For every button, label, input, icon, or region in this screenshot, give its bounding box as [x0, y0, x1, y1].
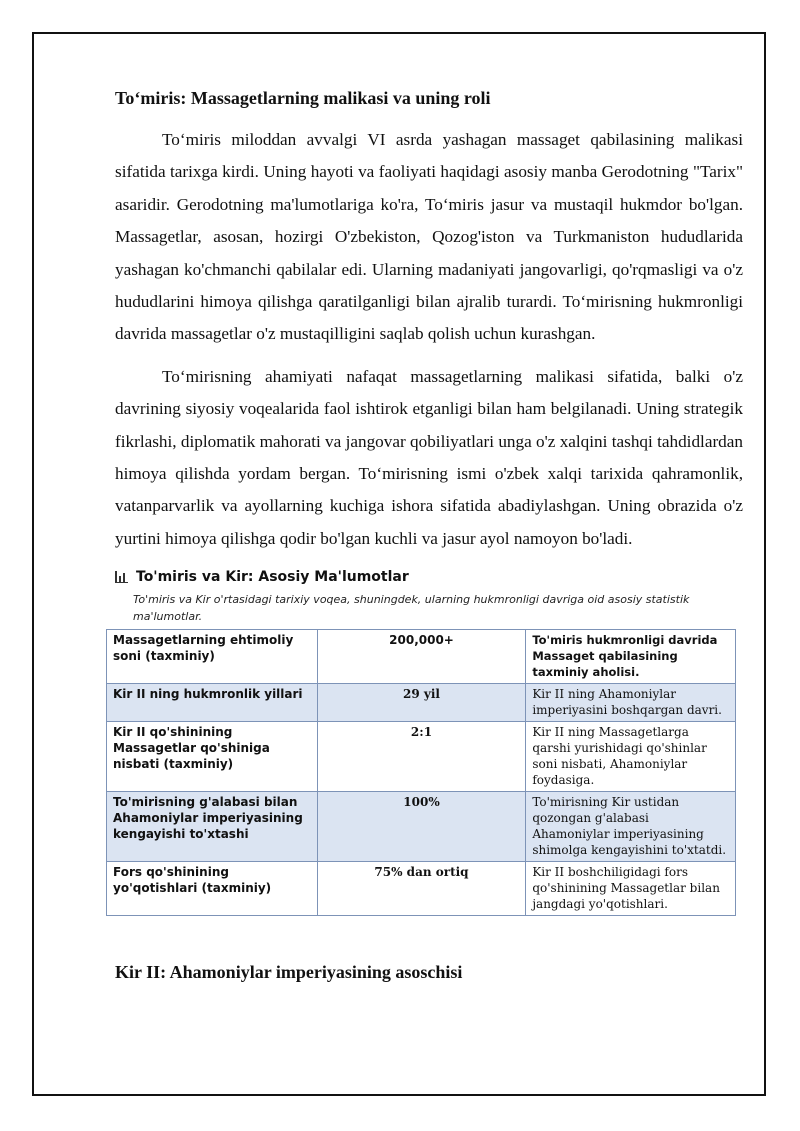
- table-caption: [115, 569, 743, 585]
- table-row: [107, 684, 736, 722]
- row-label: To'mirisning g'alabasi bilan Ahamoniylar imperiyasining kengayishi to'xtashi: [107, 792, 318, 862]
- row-label: Fors qo'shinining yo'qotishlari (taxminiy): [107, 862, 318, 916]
- bar-chart-icon: [115, 571, 128, 583]
- row-description: To'miris hukmronligi davrida Massaget qabilasining taxminiy aholisi.: [526, 630, 736, 684]
- row-value: 2:1: [317, 722, 526, 792]
- row-value: 100%: [317, 792, 526, 862]
- row-description: Kir II ning Ahamoniylar imperiyasini boshqargan davri.: [526, 684, 736, 722]
- section-heading-kir: Kir II: Ahamoniylar imperiyasining asoschisi: [115, 962, 463, 983]
- table-title: To'miris va Kir: Asosiy Ma'lumotlar: [136, 569, 409, 586]
- row-value: 200,000+: [317, 630, 526, 684]
- table-row: [107, 630, 736, 684]
- paragraph-2: To‘mirisning ahamiyati nafaqat massagetlarning malikasi sifatida, balki o'z davrining siyosiy voqealarida faol ishtirok etganligi bilan ham belgilanadi. Uning strategik fikrlashi, diplomatik mahorati va jangovar qobiliyatlari unga o'z xalqini tashqi tahdidlardan himoya qilishda yordam bergan. To‘mirisning ismi o'zbek xalqi tarixida qahramonlik, vatanparvarlik va ayollarning kuchiga ishora sifatida abadiylashgan. Uning obrazida o'z yurtini himoya qilishga qodir bo'lgan kuchli va jasur ayol namoyon bo'ladi.: [115, 366, 743, 548]
- document-body: [115, 86, 743, 998]
- info-table: [106, 629, 736, 916]
- table-row: [107, 792, 736, 862]
- row-value: 75% dan ortiq: [317, 862, 526, 916]
- row-description: To'mirisning Kir ustidan qozongan g'alabasi Ahamoniylar imperiyasining shimolga kengayishini to'xtatdi.: [526, 792, 736, 862]
- row-description: Kir II ning Massagetlarga qarshi yurishidagi qo'shinlar soni nisbati, Ahamoniylar foydasiga.: [526, 722, 736, 792]
- section-heading-tomiris: To‘miris: Massagetlarning malikasi va uning roli: [115, 88, 491, 108]
- table-note: To'miris va Kir o'rtasidagi tarixiy voqea, shuningdek, ularning hukmronligi davriga oid asosiy statistik ma'lumotlar.: [133, 593, 690, 624]
- table-row: [107, 862, 736, 916]
- row-label: Massagetlarning ehtimoliy soni (taxminiy): [107, 630, 318, 684]
- row-description: Kir II boshchiligidagi fors qo'shinining Massagetlar bilan jangdagi yo'qotishlari.: [526, 862, 736, 916]
- paragraph-1: To‘miris miloddan avvalgi VI asrda yashagan massaget qabilasining malikasi sifatida tarixga kirdi. Uning hayoti va faoliyati haqidagi asosiy manba Gerodotning "Tarix" asaridir. Gerodotning ma'lumotlariga ko'ra, To‘miris jasur va mustaqil hukmdor bo'lgan. Massagetlar, asosan, hozirgi O'zbekiston, Qozog'iston va Turkmaniston hududlarida yashagan ko'chmanchi qabilalar edi. Ularning madaniyati jangovarligi, qo'rqmasligi va o'z hududlarini himoya qilishga qaratilganligi bilan ajralib turardi. To‘mirisning hukmronligi davrida massagetlar o'z mustaqilligini saqlab qolish uchun kurashgan.: [115, 130, 743, 344]
- row-label: Kir II ning hukmronlik yillari: [107, 684, 318, 722]
- table-row: [107, 722, 736, 792]
- row-value: 29 yil: [317, 684, 526, 722]
- row-label: Kir II qo'shinining Massagetlar qo'shiniga nisbati (taxminiy): [107, 722, 318, 792]
